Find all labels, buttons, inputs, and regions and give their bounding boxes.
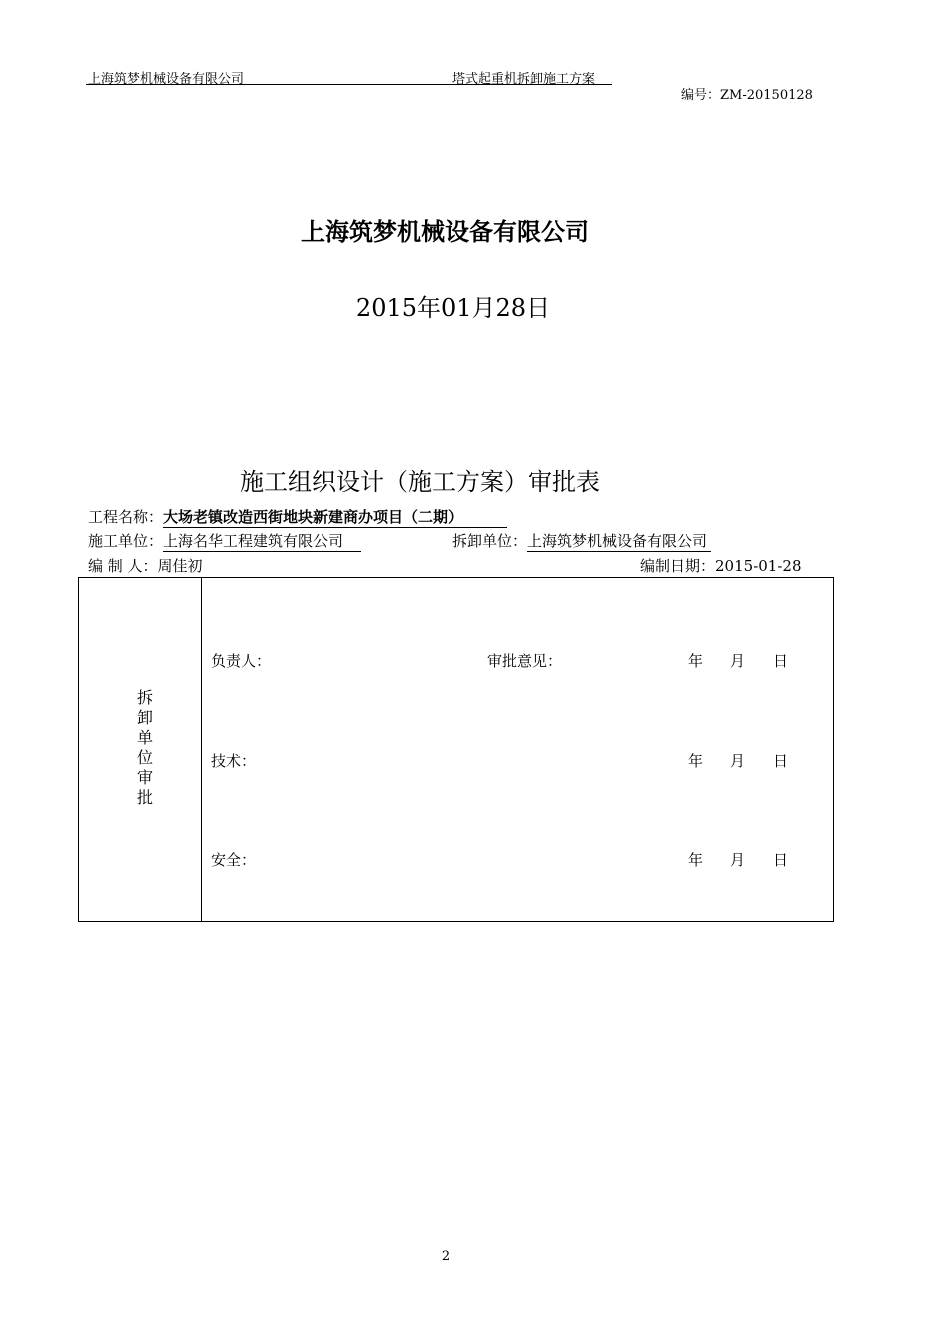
date-row xyxy=(640,555,802,576)
form-title: 施工组织设计（施工方案）审批表 xyxy=(240,468,600,496)
month-label: 月 xyxy=(730,652,746,670)
day-label: 日 xyxy=(773,652,789,670)
side-label-char: 位 xyxy=(136,748,153,767)
day-label: 日 xyxy=(773,752,789,770)
approval-table xyxy=(78,577,834,922)
contractor-label: 施工单位： xyxy=(88,532,164,550)
dismantle-label: 拆卸单位： xyxy=(452,532,528,550)
project-row xyxy=(88,506,507,528)
responsible-signature-field[interactable]: 负责人： xyxy=(211,652,272,670)
table-column-divider xyxy=(201,578,202,921)
month-label: 月 xyxy=(730,851,746,869)
date-label: 编制日期： xyxy=(640,557,716,575)
side-label-char: 审 xyxy=(136,768,153,787)
side-label-char: 卸 xyxy=(136,708,153,727)
side-label-char: 拆 xyxy=(136,688,153,707)
document-number: 编号：ZM-20150128 xyxy=(681,88,813,103)
day-label: 日 xyxy=(773,851,789,869)
cover-date: 2015年01月28日 xyxy=(355,294,551,322)
contractor-value: 上海名华工程建筑有限公司 xyxy=(163,530,361,552)
author-label: 编 制 人： xyxy=(88,557,158,575)
project-label: 工程名称： xyxy=(88,508,164,526)
cover-company-title: 上海筑梦机械设备有限公司 xyxy=(301,218,589,246)
year-label: 年 xyxy=(688,752,704,770)
contractor-row xyxy=(88,530,361,552)
month-label: 月 xyxy=(730,752,746,770)
header-divider xyxy=(86,84,612,85)
safety-signature-field[interactable]: 安全： xyxy=(211,851,257,869)
technical-signature-field[interactable]: 技术： xyxy=(211,752,257,770)
dismantle-approval-label xyxy=(128,688,162,808)
dismantle-value: 上海筑梦机械设备有限公司 xyxy=(527,530,711,552)
approval-opinion-field[interactable]: 审批意见： xyxy=(487,652,563,670)
date-value: 2015-01-28 xyxy=(715,557,802,575)
page-number: 2 xyxy=(441,1249,451,1264)
author-row xyxy=(88,555,203,576)
project-value: 大场老镇改造西街地块新建商办项目（二期） xyxy=(163,506,507,528)
year-label: 年 xyxy=(688,851,704,869)
year-label: 年 xyxy=(688,652,704,670)
dismantle-row xyxy=(452,530,711,552)
header-doc-title: 塔式起重机拆卸施工方案 xyxy=(452,72,596,87)
side-label-char: 批 xyxy=(136,788,153,807)
header-company: 上海筑梦机械设备有限公司 xyxy=(88,72,245,87)
side-label-char: 单 xyxy=(136,728,153,747)
author-value: 周佳初 xyxy=(157,557,203,575)
